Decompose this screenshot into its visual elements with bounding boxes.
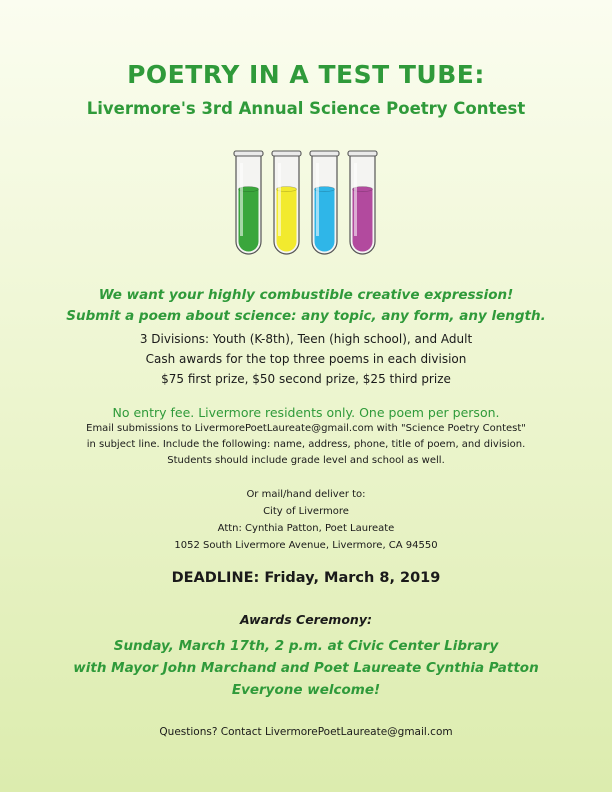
awards-details [0,635,612,701]
email-line-3: Students should include grade level and school as well. [167,455,445,466]
awards-heading: Awards Ceremony: [240,612,372,627]
mail-line-2: Attn: Cynthia Patton, Poet Laureate [217,523,395,534]
intro-line-1: We want your highly combustible creative expression! [98,287,514,303]
intro-line-2: Submit a poem about science: any topic, any form, any length. [66,308,546,324]
test-tubes-illustration [233,146,383,261]
entry-rules: No entry fee. Livermore residents only. One poem per person. [112,405,500,420]
deadline-text: DEADLINE: Friday, March 8, 2019 [171,570,441,586]
blue-test-tube-icon [310,151,339,254]
mail-intro: Or mail/hand deliver to: [246,489,366,500]
prizes-text: $75 first prize, $50 second prize, $25 third prize [161,372,451,386]
email-line-2: in subject line. Include the following: name, address, phone, title of poem, and division. [86,439,526,450]
awards-line-1: Sunday, March 17th, 2 p.m. at Civic Center Library [113,638,499,654]
questions-contact: Questions? Contact LivermorePoetLaureate@gmail.com [159,726,453,738]
awards-line-2: with Mayor John Marchand and Poet Laureate Cynthia Patton [73,660,539,676]
mail-line-3: 1052 South Livermore Avenue, Livermore, CA 94550 [174,540,438,551]
intro-text [0,285,612,327]
mail-line-1: City of Livermore [263,506,349,517]
green-test-tube-icon [234,151,263,254]
yellow-test-tube-icon [272,151,301,254]
flyer-title: POETRY IN A TEST TUBE: [127,60,485,89]
flyer-subtitle: Livermore's 3rd Annual Science Poetry Contest [86,99,526,118]
divisions-text: 3 Divisions: Youth (K-8th), Teen (high school), and Adult [139,332,473,346]
mail-address-block [0,486,612,554]
contest-details [0,329,612,389]
awards-line-3: Everyone welcome! [231,682,381,698]
email-line-1: Email submissions to LivermorePoetLaureate@gmail.com with "Science Poetry Contest" [86,423,526,434]
purple-test-tube-icon [348,151,377,254]
email-instructions [0,421,612,469]
cash-awards-text: Cash awards for the top three poems in each division [145,352,467,366]
